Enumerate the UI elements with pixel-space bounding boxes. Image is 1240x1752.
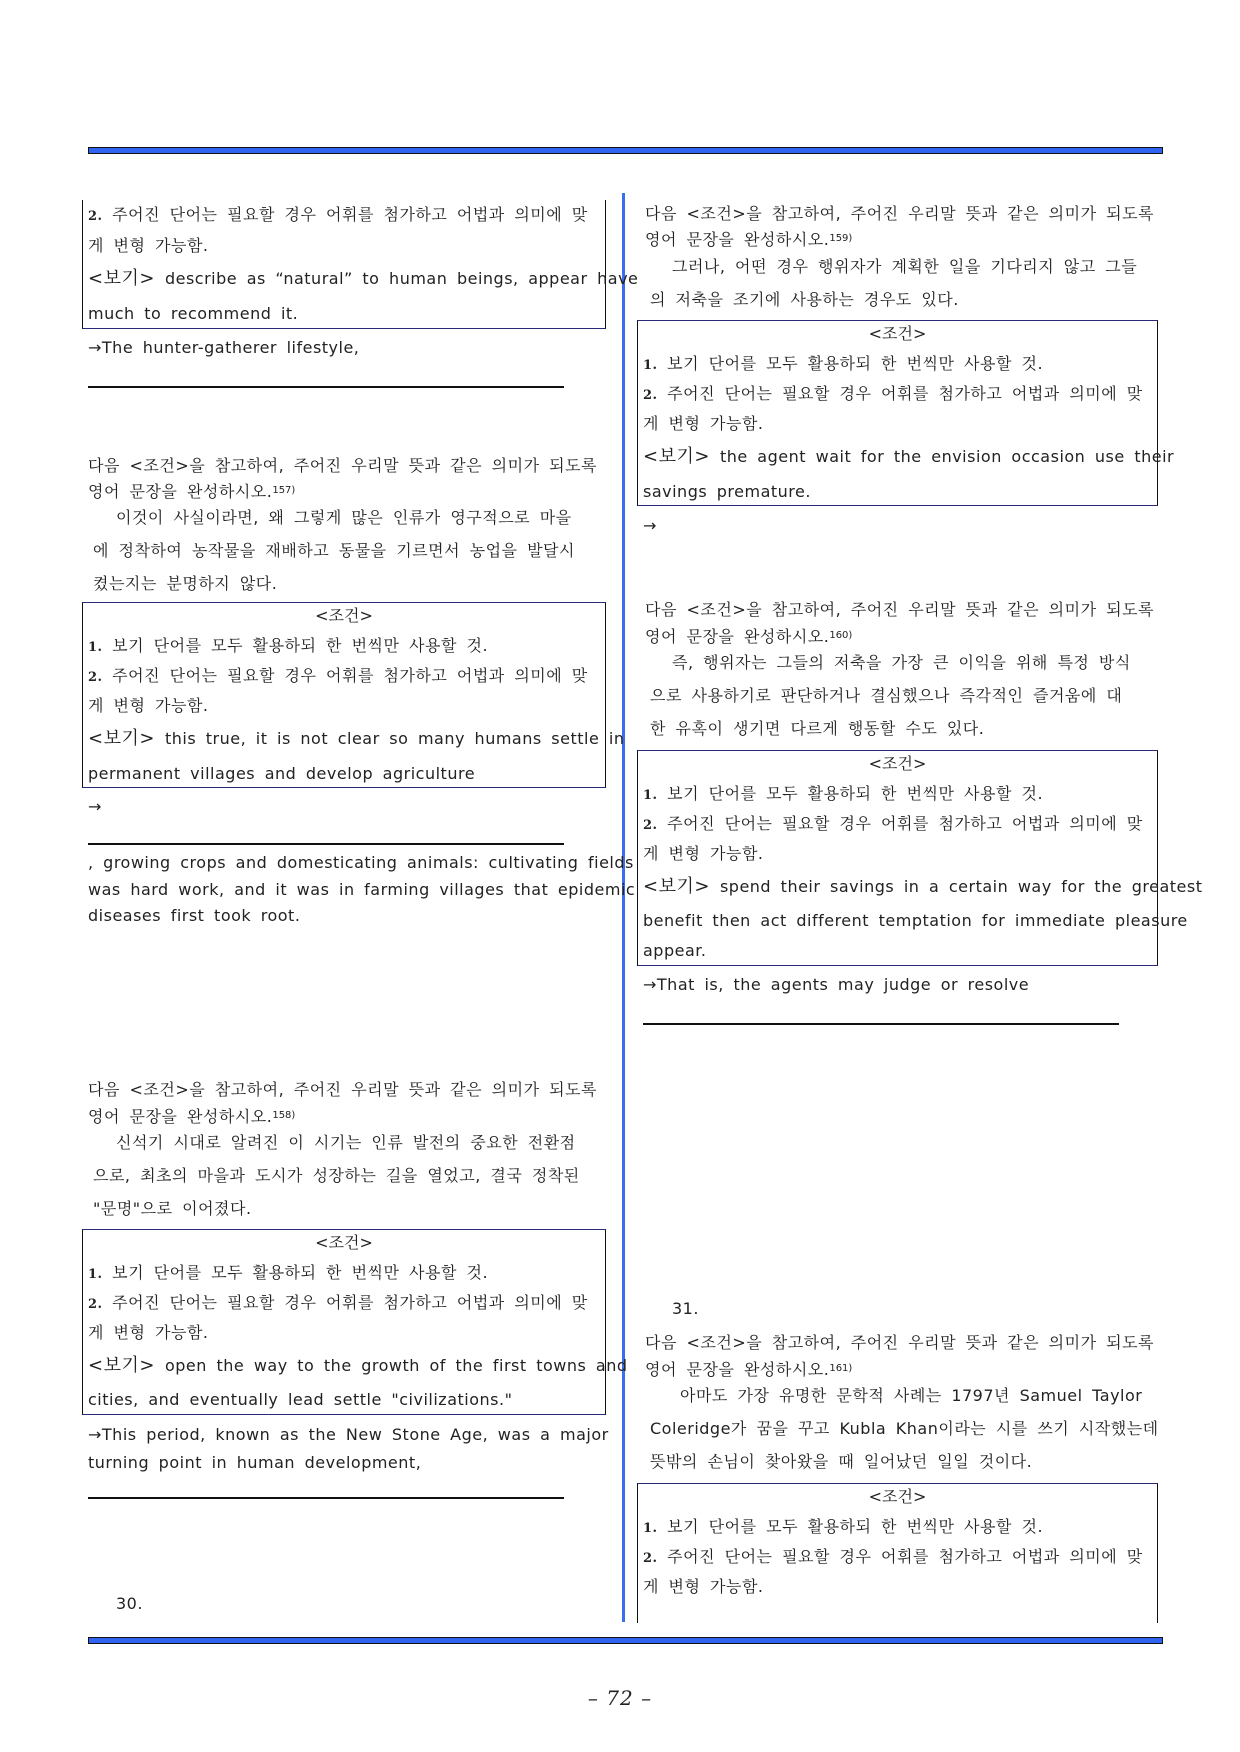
q160-bogi-b: benefit then act different temptation for immediate pleasure	[643, 911, 1188, 930]
q157-condition-2a: 2. 주어진 단어는 필요할 경우 어휘를 첨가하고 어법과 의미에 맞	[88, 666, 588, 685]
condition-2-line-a: 2. 주어진 단어는 필요할 경우 어휘를 첨가하고 어법과 의미에 맞	[88, 205, 588, 224]
q158-bogi-b: cities, and eventually lead settle "civilizations."	[88, 1390, 513, 1409]
q159-condition-box	[637, 320, 1158, 506]
q157-condition-box	[82, 602, 606, 788]
answer-prefix: →The hunter-gatherer lifestyle,	[88, 338, 360, 357]
q159-condition-2a: 2. 주어진 단어는 필요할 경우 어휘를 첨가하고 어법과 의미에 맞	[643, 384, 1143, 403]
q160-answer-prefix: →That is, the agents may judge or resolve	[643, 975, 1030, 994]
q159-bogi-a: <보기> the agent wait for the envision occasion use their	[643, 446, 1175, 467]
q157-answer-blank-line[interactable]	[88, 843, 564, 845]
page-number: – 72 –	[587, 1686, 653, 1710]
q159-korean-b: 의 저축을 조기에 사용하는 경우도 있다.	[650, 290, 959, 309]
q160-korean-c: 한 유혹이 생기면 다르게 행동할 수도 있다.	[650, 719, 985, 738]
q160-instruction-b: 영어 문장을 완성하시오.$^{160)}$	[645, 627, 853, 646]
q157-korean-b: 에 정착하여 농작물을 재배하고 동물을 기르면서 농업을 발달시	[93, 541, 575, 560]
q161-condition-2a: 2. 주어진 단어는 필요할 경우 어휘를 첨가하고 어법과 의미에 맞	[643, 1547, 1143, 1566]
header-rule	[88, 147, 1163, 154]
q157-condition-2b: 게 변형 가능함.	[88, 696, 209, 715]
bogi-line-a: <보기> describe as “natural” to human beings, appear have	[88, 268, 639, 289]
q158-condition-1: 1. 보기 단어를 모두 활용하되 한 번씩만 사용할 것.	[88, 1263, 489, 1282]
section-31-label: 31.	[672, 1299, 699, 1318]
q159-condition-title: <조건>	[868, 324, 927, 343]
footer-rule	[88, 1637, 1163, 1644]
column-divider	[622, 193, 625, 1622]
q158-condition-title: <조건>	[315, 1233, 373, 1252]
q158-korean-c: "문명"으로 이어졌다.	[93, 1199, 252, 1218]
q159-condition-2b: 게 변형 가능함.	[643, 414, 764, 433]
q161-korean-c: 뜻밖의 손님이 찾아왔을 때 일어났던 일일 것이다.	[650, 1452, 1033, 1471]
q159-answer-prefix: →	[643, 516, 657, 535]
q158-condition-box	[82, 1229, 606, 1415]
q160-condition-2a: 2. 주어진 단어는 필요할 경우 어휘를 첨가하고 어법과 의미에 맞	[643, 814, 1143, 833]
bogi-line-b: much to recommend it.	[88, 304, 299, 323]
q160-korean-a: 즉, 행위자는 그들의 저축을 가장 큰 이익을 위해 특정 방식	[672, 653, 1131, 672]
q159-instruction-b: 영어 문장을 완성하시오.$^{159)}$	[645, 230, 853, 249]
q160-answer-blank-line[interactable]	[643, 1023, 1119, 1025]
q157-after-c: diseases first took root.	[88, 906, 301, 925]
q161-korean-b: Coleridge가 꿈을 꾸고 Kubla Khan이라는 시를 쓰기 시작했는데	[650, 1419, 1159, 1438]
answer-blank-line[interactable]	[88, 386, 564, 388]
q158-instruction-a: 다음 <조건>을 참고하여, 주어진 우리말 뜻과 같은 의미가 되도록	[88, 1080, 597, 1099]
q160-bogi-a: <보기> spend their savings in a certain way for the greatest	[643, 876, 1203, 897]
q161-instruction-b: 영어 문장을 완성하시오.$^{161)}$	[645, 1360, 853, 1379]
footnote-158: 158)	[272, 1110, 296, 1121]
q157-bogi-b: permanent villages and develop agriculture	[88, 764, 476, 783]
q160-condition-1: 1. 보기 단어를 모두 활용하되 한 번씩만 사용할 것.	[643, 784, 1044, 803]
q159-korean-a: 그러나, 어떤 경우 행위자가 계획한 일을 기다리지 않고 그들	[672, 257, 1138, 276]
q161-instruction-a: 다음 <조건>을 참고하여, 주어진 우리말 뜻과 같은 의미가 되도록	[645, 1333, 1154, 1352]
q160-korean-b: 으로 사용하기로 판단하거나 결심했으나 즉각적인 즐거움에 대	[650, 686, 1123, 705]
q157-condition-1: 1. 보기 단어를 모두 활용하되 한 번씩만 사용할 것.	[88, 636, 489, 655]
q161-condition-title: <조건>	[868, 1487, 927, 1506]
q157-instruction-b: 영어 문장을 완성하시오.$^{157)}$	[88, 482, 296, 501]
q157-answer-prefix: →	[88, 797, 102, 816]
footnote-160: 160)	[829, 630, 853, 641]
q158-answer-a: →This period, known as the New Stone Age, was a major	[88, 1425, 609, 1444]
q157-after-a: , growing crops and domesticating animals: cultivating fields	[88, 853, 634, 872]
q159-instruction-a: 다음 <조건>을 참고하여, 주어진 우리말 뜻과 같은 의미가 되도록	[645, 204, 1154, 223]
q160-condition-title: <조건>	[868, 754, 927, 773]
q157-after-b: was hard work, and it was in farming villages that epidemic	[88, 880, 636, 899]
q158-korean-b: 으로, 최초의 마을과 도시가 성장하는 길을 열었고, 결국 정착된	[93, 1166, 580, 1185]
q161-condition-1: 1. 보기 단어를 모두 활용하되 한 번씩만 사용할 것.	[643, 1517, 1044, 1536]
q158-answer-b: turning point in human development,	[88, 1453, 422, 1472]
q157-korean-c: 켰는지는 분명하지 않다.	[93, 574, 278, 593]
q160-instruction-a: 다음 <조건>을 참고하여, 주어진 우리말 뜻과 같은 의미가 되도록	[645, 600, 1154, 619]
q161-condition-2b: 게 변형 가능함.	[643, 1577, 764, 1596]
q158-condition-2a: 2. 주어진 단어는 필요할 경우 어휘를 첨가하고 어법과 의미에 맞	[88, 1293, 588, 1312]
q158-instruction-b: 영어 문장을 완성하시오.$^{158)}$	[88, 1107, 296, 1126]
q161-korean-a: 아마도 가장 유명한 문학적 사례는 1797년 Samuel Taylor	[680, 1386, 1143, 1405]
q157-bogi-a: <보기> this true, it is not clear so many humans settle in	[88, 728, 625, 749]
q157-instruction-a: 다음 <조건>을 참고하여, 주어진 우리말 뜻과 같은 의미가 되도록	[88, 456, 597, 475]
q158-condition-2b: 게 변형 가능함.	[88, 1323, 209, 1342]
q158-korean-a: 신석기 시대로 알려진 이 시기는 인류 발전의 중요한 전환점	[116, 1133, 576, 1152]
footnote-157: 157)	[272, 485, 296, 496]
q157-condition-title: <조건>	[315, 606, 373, 625]
q160-bogi-c: appear.	[643, 941, 707, 960]
footnote-161: 161)	[829, 1363, 853, 1374]
section-30-label: 30.	[116, 1594, 143, 1613]
q158-bogi-a: <보기> open the way to the growth of the first towns and	[88, 1355, 628, 1376]
q160-condition-2b: 게 변형 가능함.	[643, 844, 764, 863]
footnote-159: 159)	[829, 233, 853, 244]
condition-2-line-b: 게 변형 가능함.	[88, 236, 209, 255]
q159-bogi-b: savings premature.	[643, 482, 811, 501]
q158-answer-blank-line[interactable]	[88, 1497, 564, 1499]
q159-condition-1: 1. 보기 단어를 모두 활용하되 한 번씩만 사용할 것.	[643, 354, 1044, 373]
q157-korean-a: 이것이 사실이라면, 왜 그렇게 많은 인류가 영구적으로 마을	[116, 508, 572, 527]
